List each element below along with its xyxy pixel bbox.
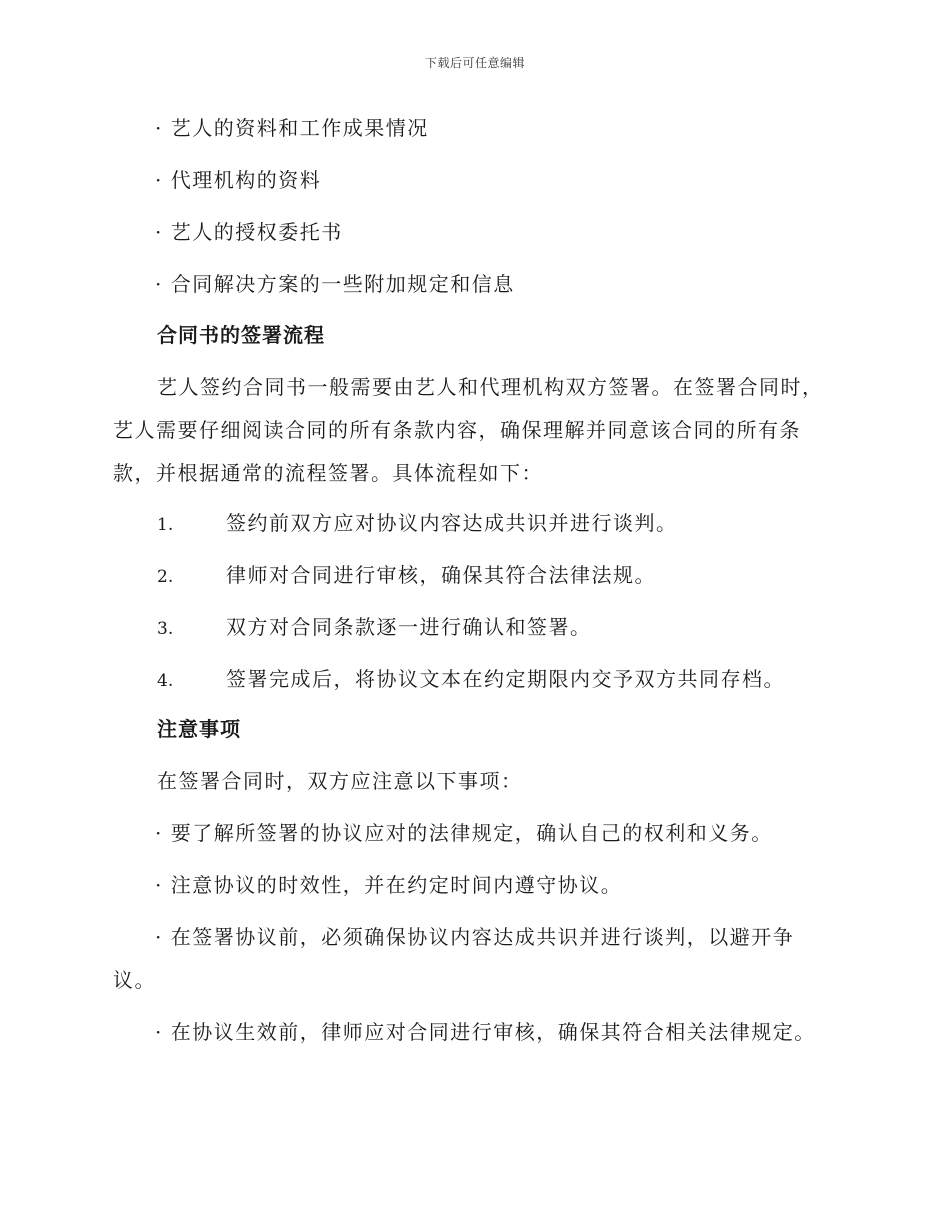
paragraph-line: 在签署合同时，双方应注意以下事项： [157, 769, 523, 793]
step-text: 律师对合同进行审核，确保其符合法律法规。 [226, 563, 656, 587]
paragraph-line: 款，并根据通常的流程签署。具体流程如下： [113, 461, 543, 485]
bullet-item: · 艺人的资料和工作成果情况 [155, 116, 429, 140]
bullet-item: · 要了解所签署的协议应对的法律规定，确认自己的权利和义务。 [155, 821, 773, 845]
step-text: 签署完成后，将协议文本在约定期限内交予双方共同存档。 [226, 667, 785, 691]
step-text: 签约前双方应对协议内容达成共识并进行谈判。 [226, 511, 678, 535]
bullet-item: · 在协议生效前，律师应对合同进行审核，确保其符合相关法律规定。 [155, 1020, 816, 1044]
bullet-item: · 注意协议的时效性，并在约定时间内遵守协议。 [155, 873, 623, 897]
step-text: 双方对合同条款逐一进行确认和签署。 [226, 615, 592, 639]
paragraph-line: 艺人签约合同书一般需要由艺人和代理机构双方签署。在签署合同时， [157, 375, 824, 399]
bullet-item: · 艺人的授权委托书 [155, 220, 343, 244]
step-number: 2. [157, 567, 174, 587]
bullet-item: · 代理机构的资料 [155, 168, 322, 192]
paragraph-line: 艺人需要仔细阅读合同的所有条款内容，确保理解并同意该合同的所有条 [113, 418, 801, 442]
step-number: 4. [157, 671, 174, 691]
bullet-item: · 合同解决方案的一些附加规定和信息 [155, 272, 515, 296]
page-header: 下载后可任意编辑 [424, 56, 525, 70]
section-heading: 合同书的签署流程 [157, 323, 325, 347]
step-number: 3. [157, 619, 174, 639]
section-heading: 注意事项 [157, 717, 241, 741]
step-number: 1. [157, 515, 174, 535]
bullet-item-continuation: 议。 [113, 968, 156, 992]
bullet-item: · 在签署协议前，必须确保协议内容达成共识并进行谈判，以避开争 [155, 925, 795, 949]
